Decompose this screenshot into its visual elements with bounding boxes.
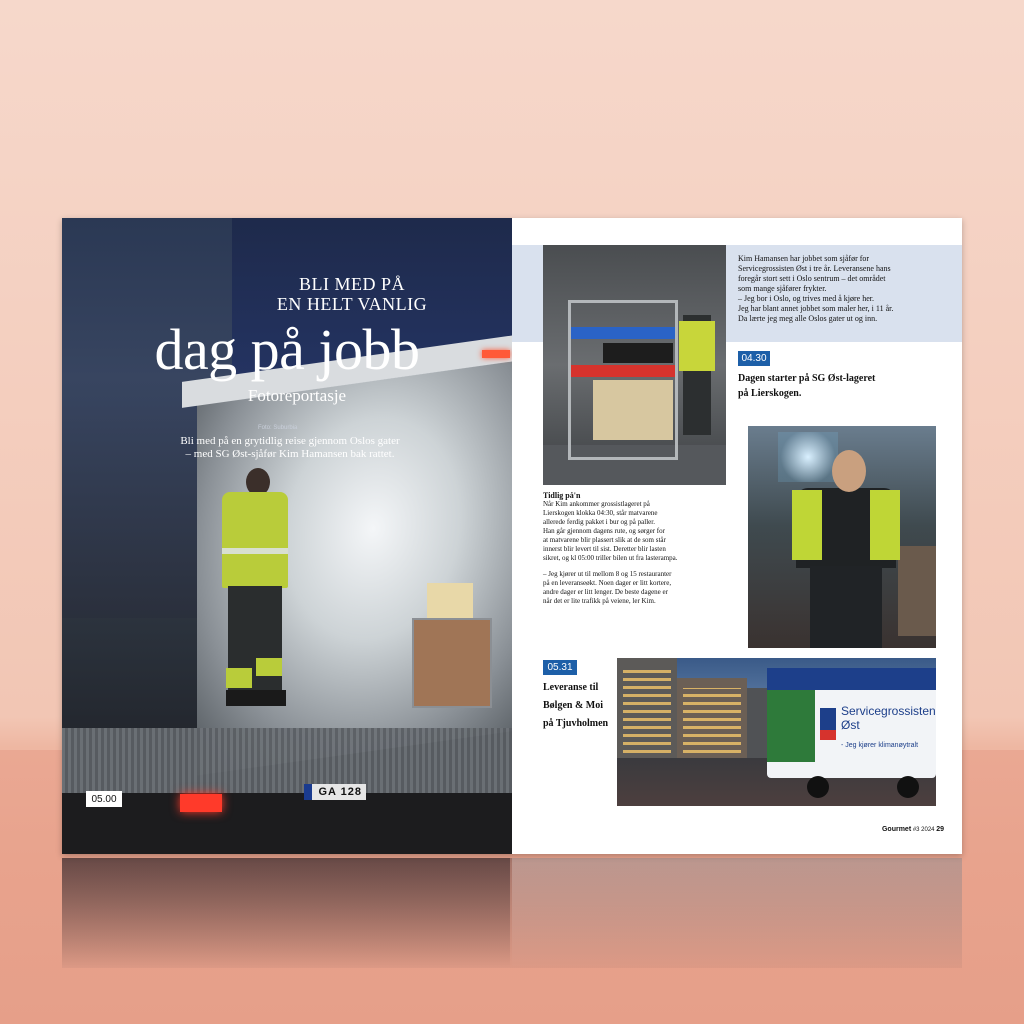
blue-crates (571, 327, 675, 339)
intro-paragraph-line: foregår stort sett i Oslo sentrum – det området (738, 274, 886, 283)
truck-brand-line: Øst (841, 718, 860, 732)
time-badge-0430: 04.30 (738, 351, 770, 366)
caption-line: på Tjuvholmen (543, 718, 609, 729)
truck-brand-line: Servicegrossisten (841, 704, 936, 718)
driver-portrait-photo (748, 426, 936, 648)
article-line: allerede ferdig pakket i bur og på paller. (543, 518, 655, 526)
cargo-trolley (412, 618, 492, 708)
food-boxes (593, 380, 673, 440)
hi-vis-boot-left (226, 668, 252, 688)
hi-vis-panel-right (870, 490, 900, 560)
truck-wheel (897, 776, 919, 798)
article-line: når det er lite trafikk på veiene, ler Kim. (543, 597, 656, 605)
intro-paragraph (738, 254, 948, 324)
intro-line-2: – med SG Øst-sjåfør Kim Hamansen bak rattet. (185, 448, 395, 460)
magazine-name: Gourmet (881, 826, 912, 833)
article-line: på en leveranseøkt. Noen dager er litt kortere, (543, 579, 672, 587)
kicker (202, 274, 502, 314)
license-plate-text: GA 128 (318, 786, 362, 798)
cafe-chairs (898, 546, 936, 636)
street-delivery-photo (617, 658, 936, 806)
sg-logo-icon (820, 708, 836, 730)
time-badge-0531: 05.31 (543, 660, 577, 675)
black-crates (603, 343, 673, 363)
article-body (543, 500, 723, 606)
sg-logo-accent (820, 730, 836, 740)
intro-paragraph-line: som mange sjåfører frykter. (738, 284, 827, 293)
page-number: 29 (936, 826, 944, 833)
article-line: sikret, og kl 05:00 triller bilen ut fra lasterampa. (543, 554, 678, 562)
article-line: Han går gjennom dagens rute, og sørger for (543, 527, 665, 535)
cargo-boxes (427, 583, 473, 619)
reflective-stripe (222, 548, 288, 554)
caption-delivery (543, 679, 618, 733)
paragraph-gap (543, 563, 723, 570)
license-plate (304, 784, 366, 800)
truck-wheel (807, 776, 829, 798)
driver-figure (212, 468, 292, 728)
intro-paragraph-line: Jeg har blant annet jobbet som maler her, i 11 år. (738, 304, 894, 313)
caption-line: Leveranse til (543, 682, 599, 693)
left-page (62, 218, 512, 854)
truck-bumper (62, 793, 512, 854)
kicker-line-1: BLI MED PÅ (298, 274, 405, 294)
article-line: Lierskogen klokka 04:30, står matvarene (543, 509, 658, 517)
lit-windows (623, 668, 671, 753)
eu-band (304, 784, 312, 800)
intro-text (160, 435, 420, 461)
article-line: at matvarene blir plassert slik at de som står (543, 536, 666, 544)
lit-windows (683, 688, 741, 753)
hi-vis-panel-left (792, 490, 822, 560)
time-badge-0500: 05.00 (86, 791, 122, 807)
caption-line: på Lierskogen. (738, 388, 802, 399)
truck-brand (841, 704, 936, 732)
truck-loading-floor (62, 728, 512, 798)
kicker-line-2: EN HELT VANLIG (276, 294, 428, 314)
right-page (512, 218, 962, 854)
intro-line-1: Bli med på en grytidlig reise gjennom Oslos gater (180, 435, 400, 447)
page-title: dag på jobb (154, 317, 420, 382)
tail-light (180, 794, 222, 812)
article-heading: Tidlig på'n (543, 491, 581, 500)
article-line: innerst blir levert til sist. Deretter blir lasten (543, 545, 666, 553)
article-line: andre dager er litt lenger. De beste dagene er (543, 588, 668, 596)
caption-warehouse (738, 371, 918, 401)
hi-vis-vest (222, 492, 288, 588)
truck-roof-band (767, 668, 936, 690)
hi-vis-boot-right (256, 658, 282, 676)
magazine-spread (62, 218, 962, 854)
caption-line: Bølgen & Moi (543, 700, 603, 711)
intro-paragraph-line: – Jeg bor i Oslo, og trives med å kjøre her. (738, 294, 874, 303)
truck-marker-light (482, 350, 510, 358)
photo-credit: Foto: Suburbia (258, 425, 298, 431)
caption-line: Dagen starter på SG Øst-lageret (738, 373, 876, 384)
intro-paragraph-line: Da lærte jeg meg alle Oslos gater ut og inn. (738, 314, 878, 323)
reflection-left (62, 858, 510, 968)
driver-trousers (810, 566, 882, 648)
intro-paragraph-line: Kim Hamansen har jobbet som sjåfør for (738, 254, 870, 263)
magazine-reflection (62, 858, 962, 968)
city-lights (778, 432, 838, 482)
worker-vest (679, 321, 715, 371)
warehouse-photo (543, 245, 726, 485)
page-folio (870, 826, 944, 833)
driver-face (832, 450, 866, 492)
issue-number: #3 2024 (912, 827, 935, 833)
driver-feet (226, 690, 286, 706)
truck-slogan: - Jeg kjører klimanøytralt (841, 742, 919, 749)
subtitle: Fotoreportasje (247, 386, 347, 405)
article-line: – Jeg kjører ut til mellom 8 og 15 restauranter (543, 570, 672, 578)
article-line: Når Kim ankommer grossistlageret på (543, 500, 650, 508)
intro-paragraph-line: Servicegrossisten Øst i tre år. Leveransene hans (738, 264, 891, 273)
reflection-right (512, 858, 962, 968)
truck-green-panel (767, 690, 815, 762)
red-crates (571, 365, 675, 377)
